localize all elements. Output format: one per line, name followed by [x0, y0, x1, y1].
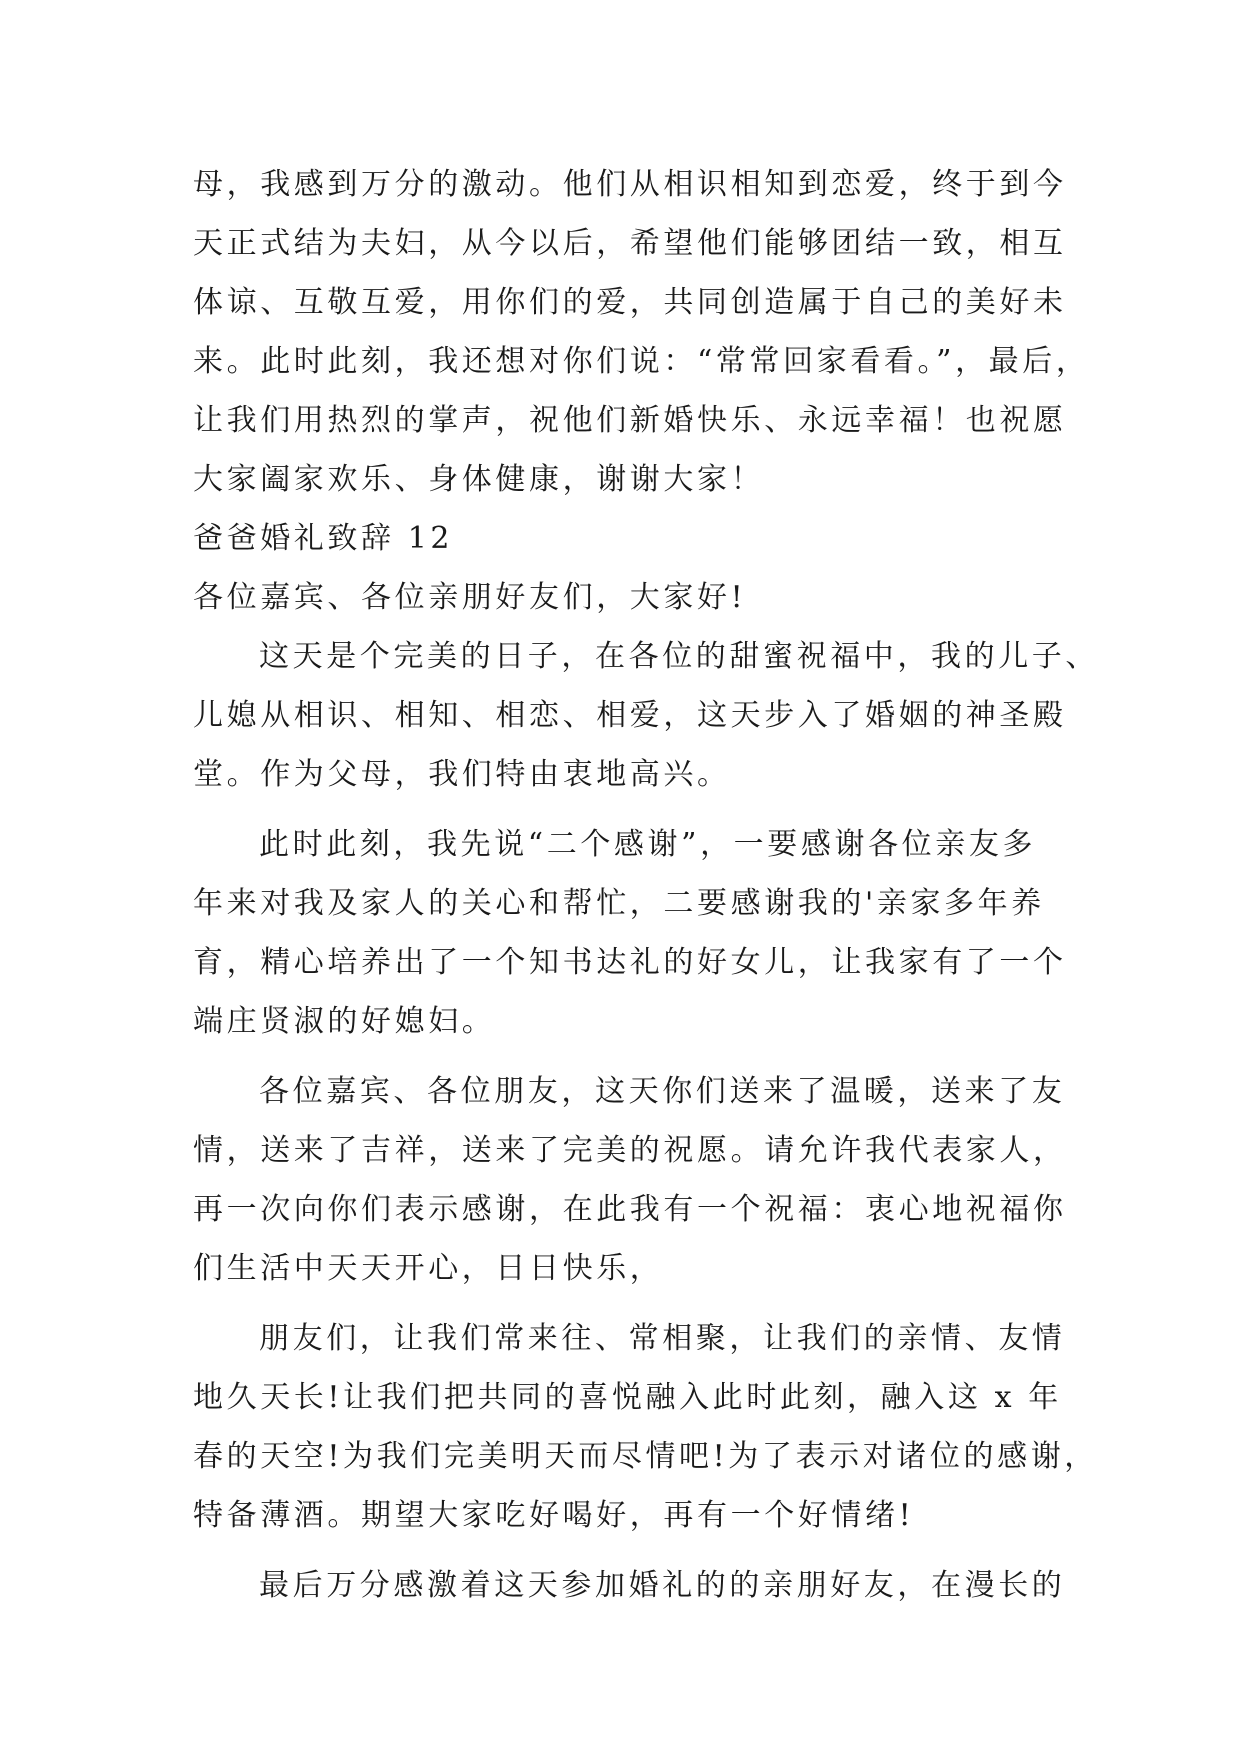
paragraph-gap: [193, 1298, 1073, 1309]
text-line: 朋友们，让我们常来往、常相聚，让我们的亲情、友情: [259, 1321, 1066, 1356]
text-line: 来。此时此刻，我还想对你们说：“常常回家看看。”，最后，: [193, 344, 1090, 379]
text-line: 此时此刻，我先说“二个感谢”，一要感谢各位亲友多: [259, 827, 1037, 862]
paragraph-gap: [193, 804, 1073, 815]
document-body: [193, 155, 1099, 1615]
text-line: 天正式结为夫妇，从今以后，希望他们能够团结一致，相互: [193, 226, 1067, 261]
text-line: 最后万分感激着这天参加婚礼的的亲朋好友，在漫长的: [259, 1568, 1066, 1603]
text-line: 儿媳从相识、相知、相恋、相爱，这天步入了婚姻的神圣殿: [193, 698, 1067, 733]
text-line: 各位嘉宾、各位朋友，这天你们送来了温暖，送来了友: [259, 1074, 1066, 1109]
text-line: 大家阖家欢乐、身体健康，谢谢大家！: [193, 462, 765, 497]
text-line: 这天是个完美的日子，在各位的甜蜜祝福中，我的儿子、: [259, 639, 1099, 674]
text-line: 年来对我及家人的关心和帮忙，二要感谢我的'亲家多年养: [193, 886, 1045, 921]
text-line: 堂。作为父母，我们特由衷地高兴。: [193, 757, 731, 792]
text-line: 让我们用热烈的掌声，祝他们新婚快乐、永远幸福！也祝愿: [193, 403, 1067, 438]
text-line: 端庄贤淑的好媳妇。: [193, 1004, 496, 1039]
text-line: 育，精心培养出了一个知书达礼的好女儿，让我家有了一个: [193, 945, 1067, 980]
text-line: 再一次向你们表示感谢，在此我有一个祝福：衷心地祝福你: [193, 1192, 1067, 1227]
paragraph-gap: [193, 1051, 1073, 1062]
text-line: 春的天空!为我们完美明天而尽情吧!为了表示对诸位的感谢，: [193, 1439, 1098, 1474]
text-line: 母，我感到万分的激动。他们从相识相知到恋爱，终于到今: [193, 167, 1067, 202]
section-heading: 爸爸婚礼致辞 12: [193, 521, 454, 556]
text-line: 们生活中天天开心，日日快乐，: [193, 1251, 664, 1286]
text-line: 地久天长!让我们把共同的喜悦融入此时此刻，融入这 x 年: [193, 1380, 1062, 1415]
paragraph-gap: [193, 1545, 1073, 1556]
text-line: 特备薄酒。期望大家吃好喝好，再有一个好情绪!: [193, 1498, 915, 1533]
text-line: 体谅、互敬互爱，用你们的爱，共同创造属于自己的美好未: [193, 285, 1067, 320]
text-line: 各位嘉宾、各位亲朋好友们，大家好!: [193, 580, 747, 615]
text-line: 情，送来了吉祥，送来了完美的祝愿。请允许我代表家人，: [193, 1133, 1067, 1168]
